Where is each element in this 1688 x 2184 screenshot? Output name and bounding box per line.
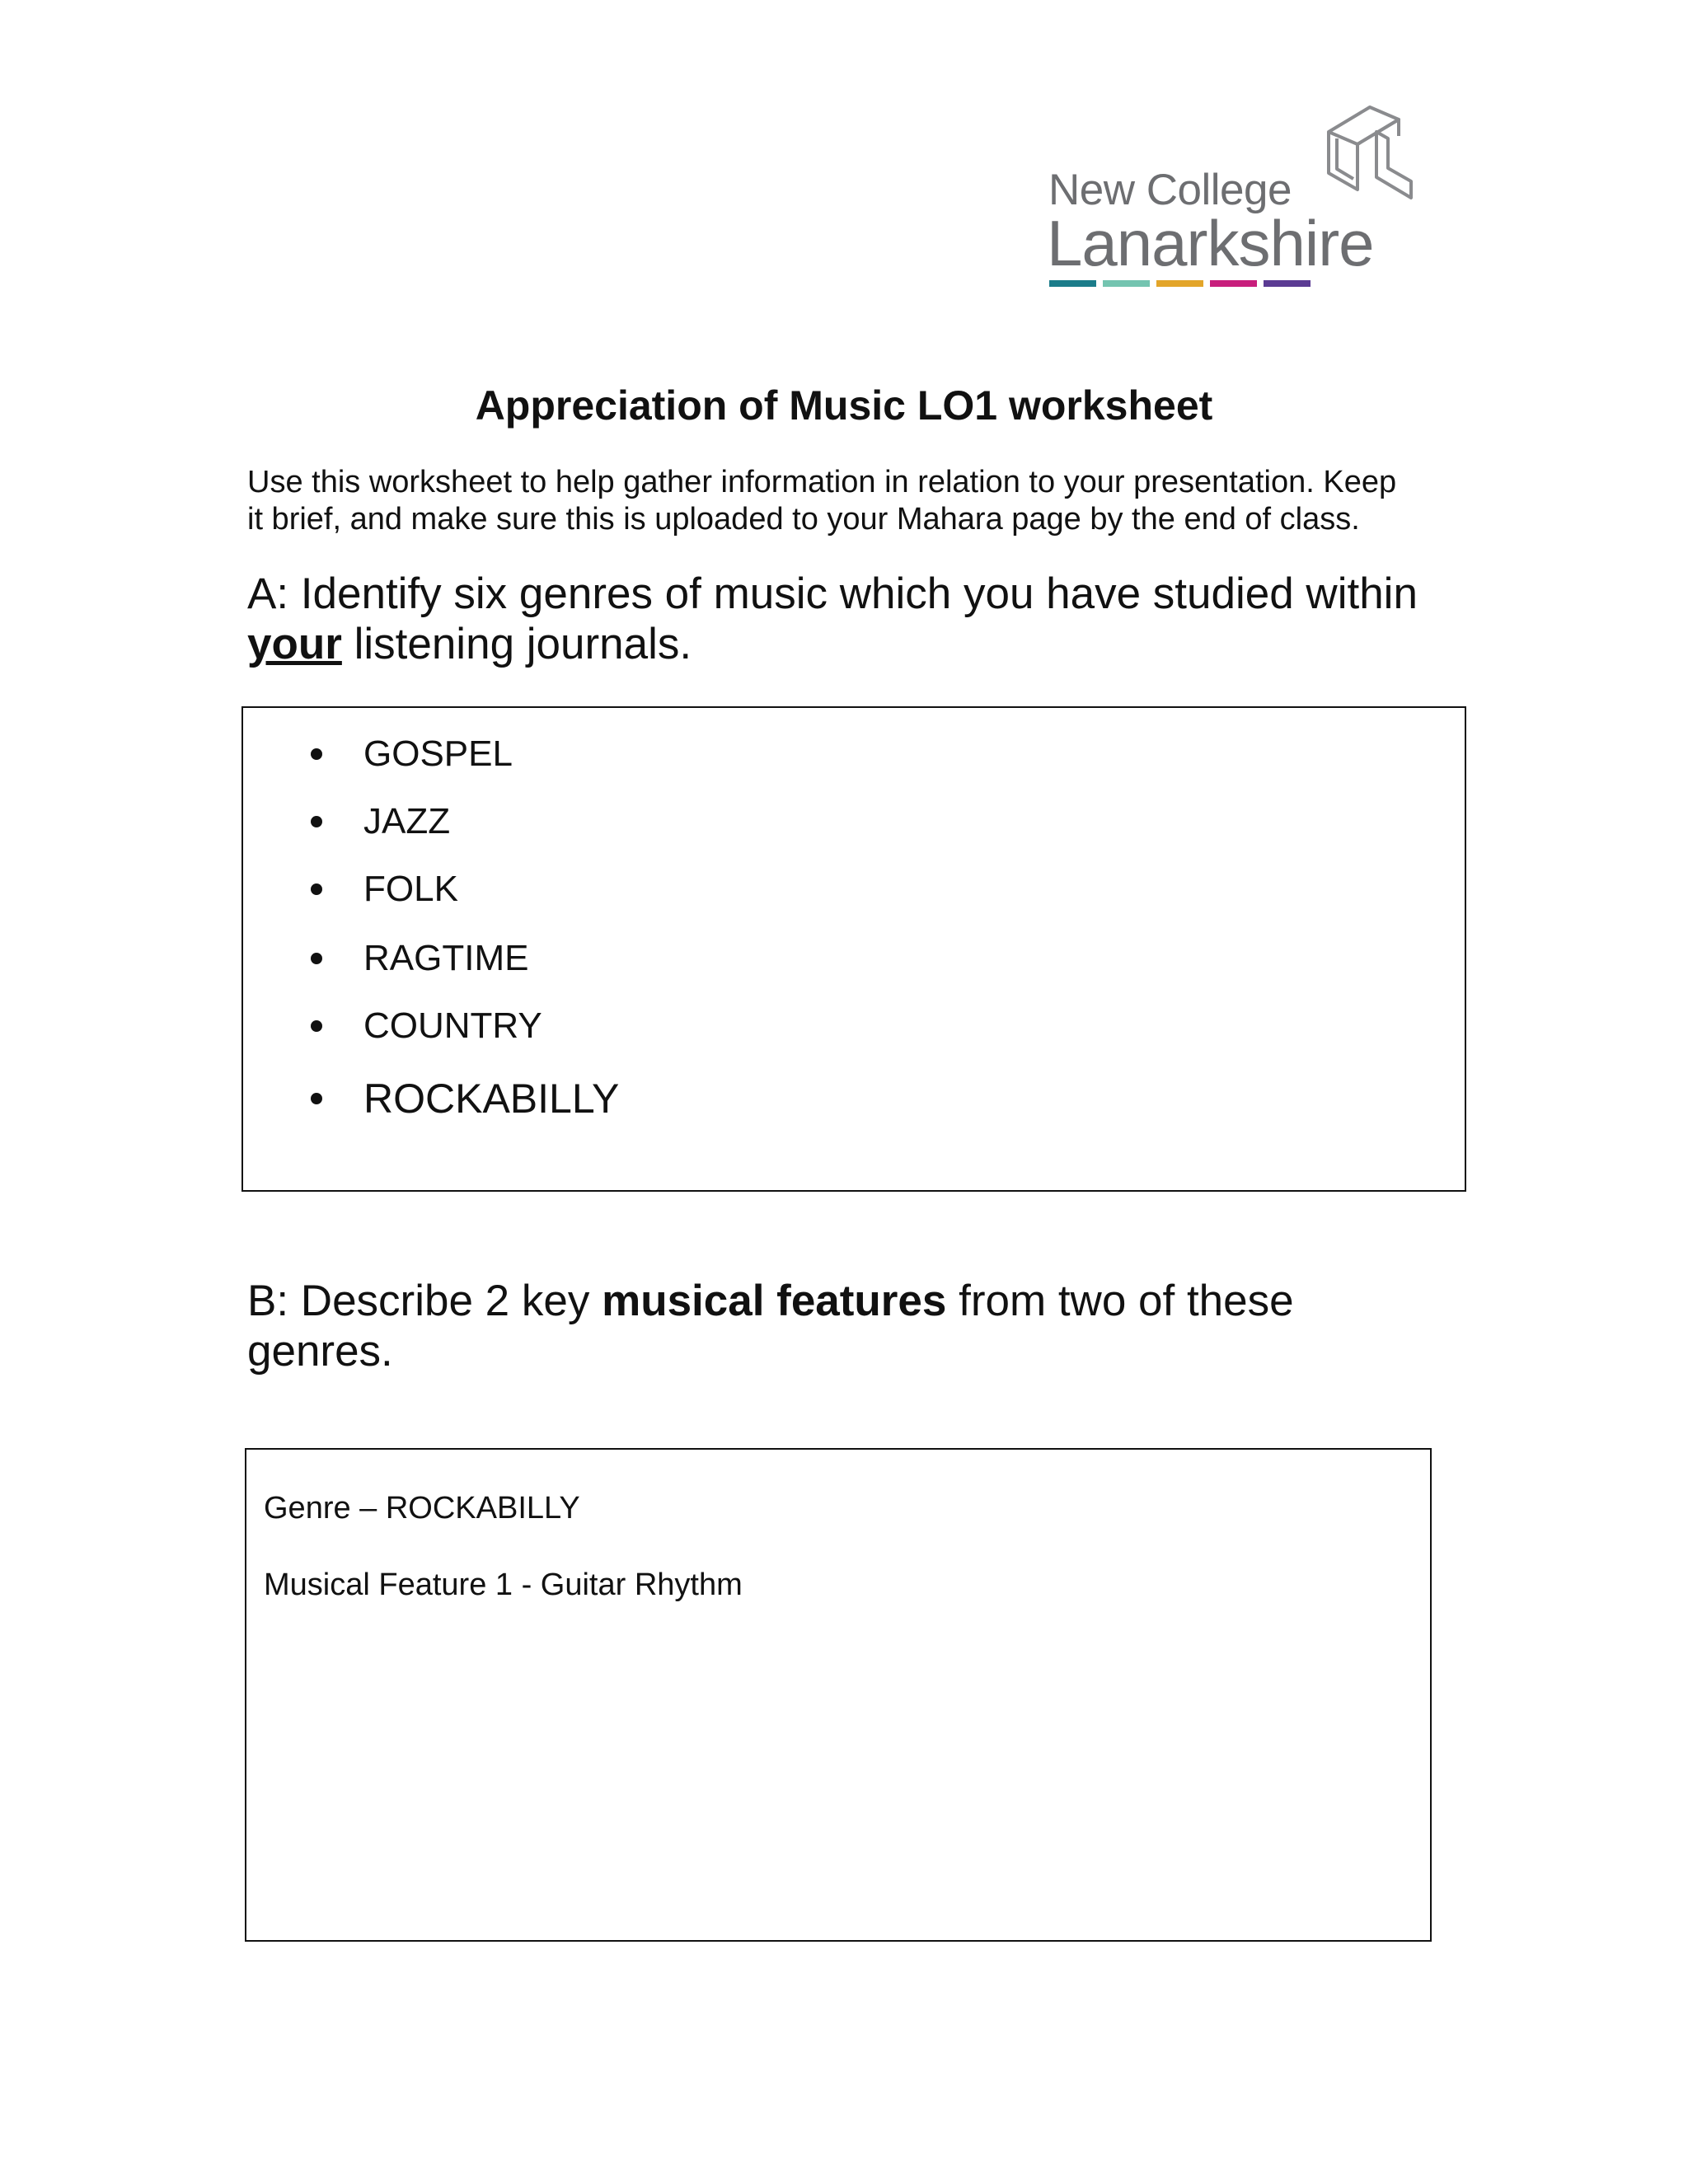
logo-stripe [1156, 280, 1203, 287]
logo-stripe [1210, 280, 1257, 287]
list-item [311, 1001, 542, 1051]
ncl-logo-mark-icon [1312, 99, 1418, 208]
question-a-line1: A: Identify six genres of music which you have studied within [247, 569, 1418, 618]
feature-line: Musical Feature 1 - Guitar Rhythm [264, 1568, 743, 1602]
genre-label: GOSPEL [363, 733, 513, 774]
logo-stripe [1103, 280, 1150, 287]
question-a-line2 [247, 619, 1484, 669]
genre-line: Genre – ROCKABILLY [264, 1491, 580, 1526]
question-a-emphasis: your [247, 620, 342, 668]
question-b-line1 [247, 1276, 1484, 1326]
page-title: Appreciation of Music LO1 worksheet [475, 382, 1213, 429]
genre-label: COUNTRY [363, 1005, 542, 1046]
intro-line: Use this worksheet to help gather information in relation to your presentation. Keep [247, 465, 1397, 499]
bullet-icon [311, 1020, 322, 1032]
question-b-bold: musical features [602, 1277, 947, 1325]
logo-stripe [1264, 280, 1311, 287]
bullet-icon [311, 953, 322, 964]
genre-label: ROCKABILLY [363, 1076, 620, 1122]
logo-color-stripes [1049, 280, 1311, 287]
bullet-icon [311, 883, 322, 895]
question-b-line2: genres. [247, 1327, 393, 1376]
question-a-line2-rest: listening journals. [341, 620, 692, 668]
intro-text [247, 464, 1484, 538]
list-item [311, 865, 458, 914]
answer-box-a[interactable] [241, 706, 1466, 1192]
bullet-icon [311, 1093, 322, 1104]
list-item [311, 934, 528, 983]
question-a [247, 569, 1484, 669]
bullet-icon [311, 816, 322, 827]
logo-text-line2: Lanarkshire [1047, 207, 1374, 279]
genre-label: RAGTIME [363, 938, 529, 978]
genre-label: FOLK [363, 869, 458, 909]
list-item [311, 1074, 619, 1123]
intro-line: it brief, and make sure this is uploaded to your Mahara page by the end of class. [247, 502, 1360, 537]
answer-box-b[interactable] [245, 1448, 1432, 1942]
logo-text-line1: New College [1048, 166, 1292, 214]
question-b-prefix: B: Describe 2 key [247, 1277, 603, 1325]
college-logo [1047, 99, 1434, 297]
question-b [247, 1276, 1484, 1376]
bullet-icon [311, 748, 322, 760]
genre-label: JAZZ [363, 801, 451, 841]
question-b-suffix: from two of these [946, 1277, 1294, 1325]
logo-stripe [1049, 280, 1096, 287]
list-item [311, 797, 450, 846]
list-item [311, 729, 513, 779]
